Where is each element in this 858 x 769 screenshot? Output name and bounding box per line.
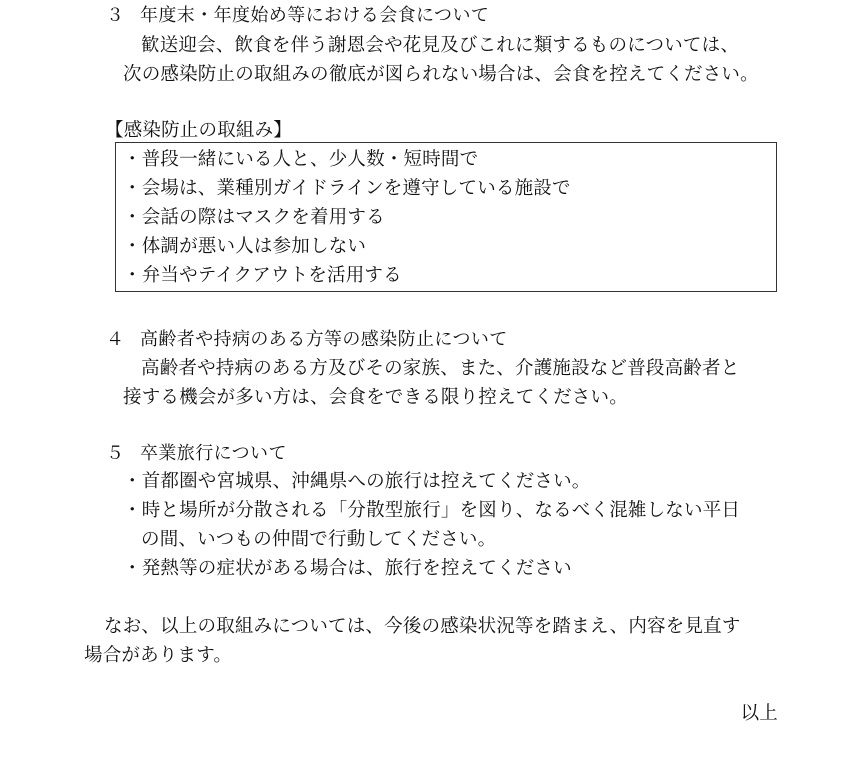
section-5-item-2: ・時と場所が分散される「分散型旅行」を図り、なるべく混雑しない平日 bbox=[123, 500, 741, 521]
section-4-heading bbox=[106, 327, 508, 353]
section-3-body-line-1: 歓送迎会、飲食を伴う謝恩会や花見及びこれに類するものについては、 bbox=[141, 35, 740, 56]
box-item-1: ・普段一緒にいる人と、少人数・短時間で bbox=[123, 149, 479, 170]
closing-line-1: なお、以上の取組みについては、今後の感染状況等を踏まえ、内容を見直す bbox=[104, 616, 741, 637]
section-5-number: ５ bbox=[106, 443, 125, 464]
section-4-body-line-2: 接する機会が多い方は、会食をできる限り控えてください。 bbox=[123, 387, 628, 408]
section-3-number: ３ bbox=[106, 5, 125, 26]
box-item-5: ・弁当やテイクアウトを活用する bbox=[123, 265, 402, 286]
section-3-heading bbox=[106, 3, 489, 29]
section-4-body-line-1: 高齢者や持病のある方及びその家族、また、介護施設など普段高齢者と bbox=[141, 358, 740, 379]
section-4-title: 高齢者や持病のある方等の感染防止について bbox=[140, 329, 508, 350]
section-5-item-2-continued: の間、いつもの仲間で行動してください。 bbox=[141, 529, 497, 550]
closing-line-2: 場合があります。 bbox=[84, 645, 233, 666]
box-item-3: ・会話の際はマスクを着用する bbox=[123, 207, 385, 228]
box-item-4: ・体調が悪い人は参加しない bbox=[123, 236, 367, 257]
section-5-item-3: ・発熱等の症状がある場合は、旅行を控えてください bbox=[123, 558, 572, 579]
section-5-item-1: ・首都圏や宮城県、沖縄県への旅行は控えてください。 bbox=[123, 471, 591, 492]
section-3-title: 年度末・年度始め等における会食について bbox=[140, 5, 490, 26]
end-mark: 以上 bbox=[740, 703, 778, 724]
box-item-2: ・会場は、業種別ガイドラインを遵守している施設で bbox=[123, 178, 571, 199]
section-4-number: ４ bbox=[106, 329, 125, 350]
section-5-heading bbox=[106, 441, 287, 467]
box-label: 【感染防止の取組み】 bbox=[105, 120, 293, 141]
section-5-title: 卒業旅行について bbox=[140, 443, 287, 464]
section-3-body-line-2: 次の感染防止の取組みの徹底が図られない場合は、会食を控えてください。 bbox=[123, 64, 759, 85]
